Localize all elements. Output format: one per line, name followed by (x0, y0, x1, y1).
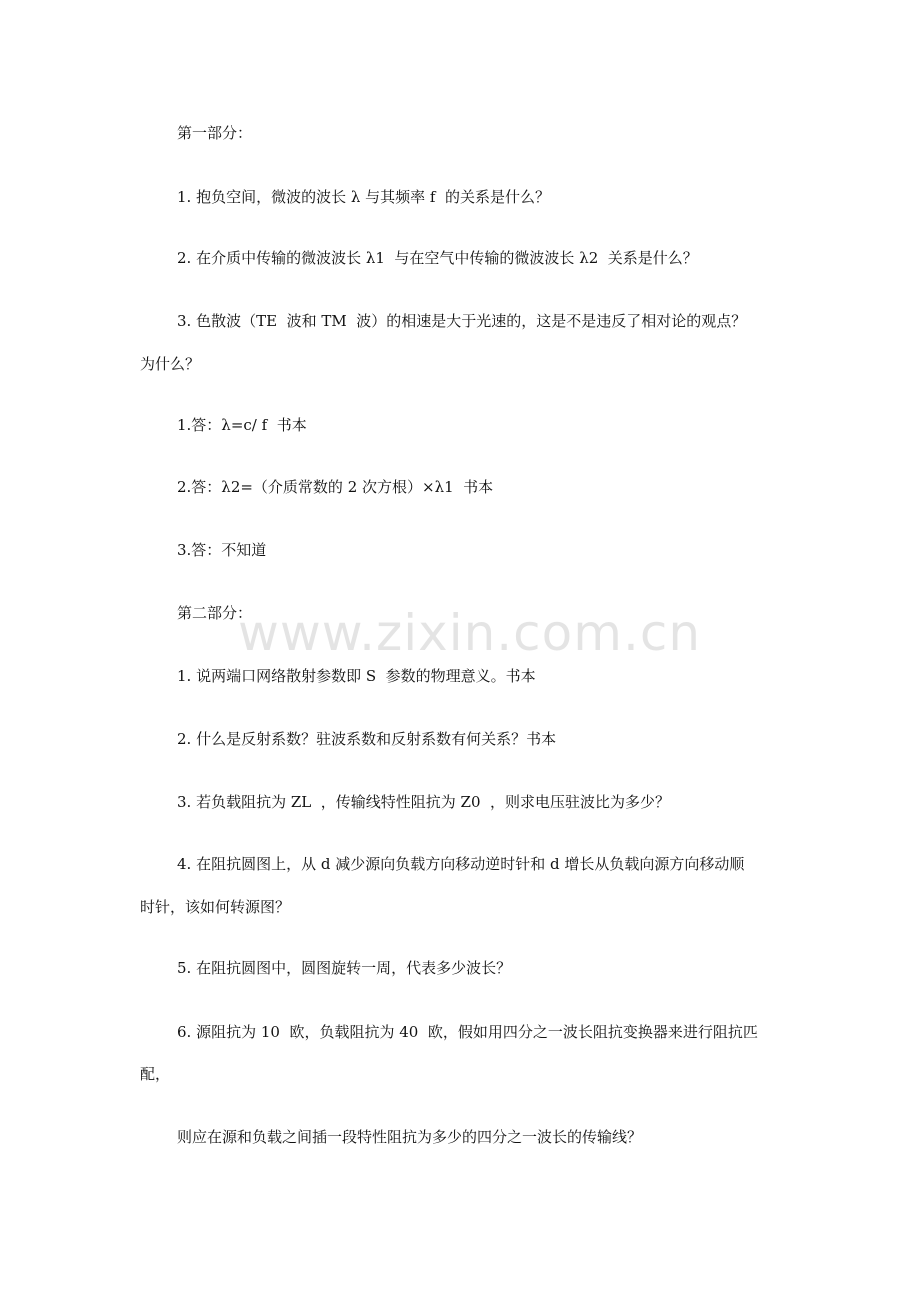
part1-question-1: 1. 抱负空间，微波的波长 λ 与其频率 f 的关系是什么？ (177, 188, 550, 206)
part2-question-1: 1. 说两端口网络散射参数即 S 参数的物理意义。书本 (177, 667, 536, 685)
part2-question-4: 4. 在阻抗圆图上，从 d 减少源向负载方向移动逆时针和 d 增长从负载向源方向移动顺 (177, 855, 745, 873)
part2-question-6-followup: 则应在源和负载之间插一段特性阻抗为多少的四分之一波长的传输线？ (177, 1128, 643, 1146)
part1-question-3: 3. 色散波（TE 波和 TM 波）的相速是大于光速的，这是不是违反了相对论的观点？ (177, 312, 747, 330)
part1-answer-2: 2.答：λ2=（介质常数的 2 次方根）×λ1 书本 (177, 478, 494, 496)
watermark-text: www.zixin.com.cn (238, 604, 702, 662)
part1-answer-3: 3.答：不知道 (177, 541, 267, 559)
part2-question-2: 2. 什么是反射系数？驻波系数和反射系数有何关系？书本 (177, 730, 557, 748)
part2-question-5: 5. 在阻抗圆图中，圆图旋转一周，代表多少波长？ (177, 959, 512, 977)
part1-heading: 第一部分： (177, 124, 253, 142)
part1-answer-1: 1.答：λ=c/ f 书本 (177, 416, 307, 434)
part1-question-3-continued: 为什么？ (140, 355, 201, 373)
part2-question-4-continued: 时针，该如何转源图？ (140, 898, 291, 916)
part2-question-6: 6. 源阻抗为 10 欧，负载阻抗为 40 欧，假如用四分之一波长阻抗变换器来进行阻抗匹 (177, 1023, 758, 1041)
part2-question-3: 3. 若负载阻抗为 ZL ，传输线特性阻抗为 Z0 ，则求电压驻波比为多少？ (177, 793, 671, 811)
part2-heading: 第二部分： (177, 604, 253, 622)
part1-question-2: 2. 在介质中传输的微波波长 λ1 与在空气中传输的微波波长 λ2 关系是什么？ (177, 249, 698, 267)
part2-question-6-continued: 配， (140, 1065, 171, 1083)
